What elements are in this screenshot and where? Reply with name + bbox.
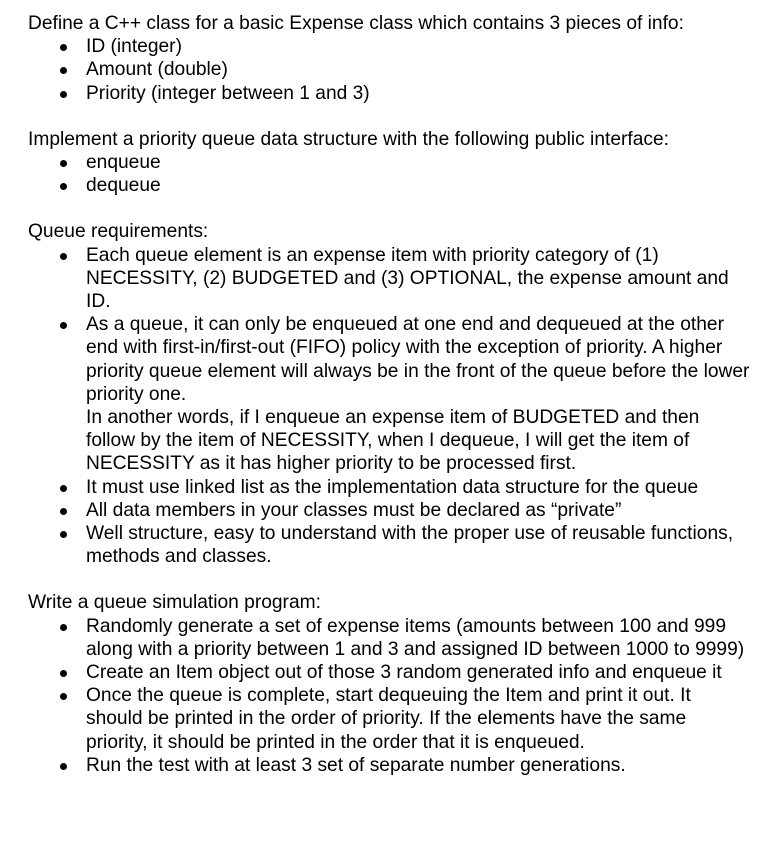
list-item [86, 35, 751, 58]
section-intro: Implement a priority queue data structure with the following public interface: [28, 128, 669, 150]
list-item-extra-text: In another words, if I enqueue an expense item of BUDGETED and then follow by the item of NECESSITY, when I dequeue, I will get the item of NECESSITY as it has higher priority to be processed first. [86, 407, 700, 475]
list-item-text: It must use linked list as the implementation data structure for the queue [86, 476, 699, 498]
bullet-icon [60, 91, 67, 98]
bullet-icon [60, 322, 67, 329]
bullet-list [28, 615, 751, 777]
section-intro: Define a C++ class for a basic Expense class which contains 3 pieces of info: [28, 13, 684, 34]
list-item [86, 313, 751, 475]
list-item [86, 174, 751, 197]
bullet-icon [60, 183, 67, 190]
list-item [86, 684, 751, 754]
section-intro: Queue requirements: [28, 221, 209, 243]
bullet-icon [60, 693, 67, 700]
list-item [86, 522, 751, 568]
queue-requirements-section [28, 220, 751, 568]
section-intro: Write a queue simulation program: [28, 592, 321, 614]
list-item [86, 244, 751, 314]
list-item-text: Each queue element is an expense item with priority category of (1) NECESSITY, (2) BUDGETED and (3) OPTIONAL, the expense amount and ID. [86, 244, 729, 313]
list-item-text: As a queue, it can only be enqueued at one end and dequeued at the other end with first-in/first-out (FIFO) policy with the exception of priority. A higher priority queue element will always be in the front of the queue before the lower priority one. [86, 314, 750, 405]
list-item-text: dequeue [86, 175, 161, 197]
bullet-icon [60, 44, 67, 51]
bullet-icon [60, 531, 67, 538]
list-item [86, 82, 751, 105]
list-item-text: All data members in your classes must be declared as “private” [86, 499, 622, 521]
list-item [86, 615, 751, 661]
bullet-icon [60, 253, 67, 260]
list-item-text: Amount (double) [86, 59, 228, 81]
list-item-text: Once the queue is complete, start dequeuing the Item and print it out. It should be printed in the order of priority. If the elements have the same priority, it should be printed in the order that it is enqueued. [86, 685, 691, 753]
list-item [86, 661, 751, 684]
bullet-icon [60, 670, 67, 677]
bullet-icon [60, 160, 67, 167]
expense-class-section [28, 12, 751, 105]
list-item-text: enqueue [86, 152, 161, 174]
bullet-list [28, 151, 751, 197]
list-item-text: Create an Item object out of those 3 random generated info and enqueue it [86, 662, 722, 684]
list-item-text: Priority (integer between 1 and 3) [86, 82, 370, 104]
bullet-icon [60, 508, 67, 515]
list-item-text: Run the test with at least 3 set of separate number generations. [86, 754, 626, 776]
bullet-icon [60, 624, 67, 631]
list-item [86, 754, 751, 777]
list-item-text: Well structure, easy to understand with the proper use of reusable functions, methods and classes. [86, 523, 734, 568]
bullet-list [28, 244, 751, 569]
list-item [86, 499, 751, 522]
priority-queue-section [28, 128, 751, 198]
bullet-icon [60, 763, 67, 770]
list-item-text: ID (integer) [86, 36, 182, 58]
list-item [86, 476, 751, 499]
list-item [86, 58, 751, 81]
bullet-icon [60, 485, 67, 492]
bullet-list [28, 35, 751, 105]
list-item [86, 151, 751, 174]
bullet-icon [60, 67, 67, 74]
simulation-section [28, 591, 751, 777]
list-item-text: Randomly generate a set of expense items (amounts between 100 and 999 along with a priority between 1 and 3 and assigned ID between 1000 to 9999) [86, 615, 745, 660]
